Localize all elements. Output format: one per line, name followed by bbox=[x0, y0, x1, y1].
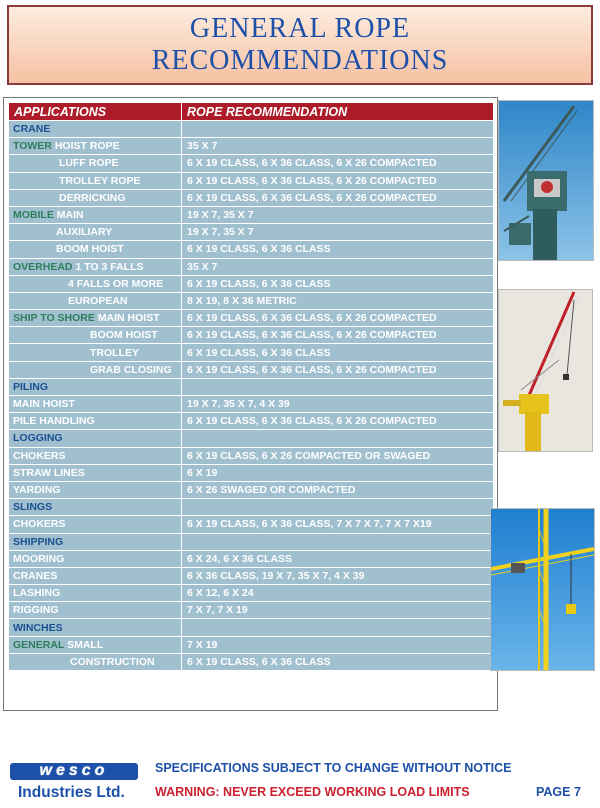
wesco-logo bbox=[10, 763, 138, 780]
application-cell bbox=[9, 344, 182, 361]
application-cell bbox=[9, 447, 182, 464]
application-label: RIGGING bbox=[13, 604, 59, 617]
title-banner bbox=[7, 5, 593, 85]
content-frame bbox=[3, 97, 498, 711]
application-cell bbox=[9, 327, 182, 344]
table-row bbox=[9, 413, 494, 430]
application-label: LUFF ROPE bbox=[59, 157, 119, 170]
application-label: TROLLEY bbox=[90, 346, 139, 359]
recommendation-cell: 6 X 24, 6 X 36 CLASS bbox=[182, 550, 494, 567]
application-label: MAIN HOIST bbox=[13, 398, 75, 411]
application-cell bbox=[9, 275, 182, 292]
table-row bbox=[9, 155, 494, 172]
recommendation-cell: 6 X 19 CLASS, 6 X 26 COMPACTED OR SWAGED bbox=[182, 447, 494, 464]
recommendation-cell: 6 X 26 SWAGED OR COMPACTED bbox=[182, 481, 494, 498]
application-cell bbox=[9, 533, 182, 550]
application-cell bbox=[9, 413, 182, 430]
recommendation-cell: 6 X 19 CLASS, 6 X 36 CLASS, 6 X 26 COMPACTED bbox=[182, 310, 494, 327]
application-label: EUROPEAN bbox=[68, 294, 128, 307]
table-row bbox=[9, 378, 494, 395]
application-cell bbox=[9, 138, 182, 155]
group-label: TOWER bbox=[13, 140, 52, 153]
table-row bbox=[9, 275, 494, 292]
table-row bbox=[9, 636, 494, 653]
application-label: PILE HANDLING bbox=[13, 415, 95, 428]
application-cell bbox=[9, 464, 182, 481]
application-cell bbox=[9, 550, 182, 567]
application-cell bbox=[9, 516, 182, 533]
recommendation-cell bbox=[182, 619, 494, 636]
page-number: PAGE 7 bbox=[536, 785, 581, 799]
table-row bbox=[9, 447, 494, 464]
group-label: MOBILE bbox=[13, 209, 54, 222]
application-cell bbox=[9, 241, 182, 258]
application-label: DERRICKING bbox=[59, 191, 126, 204]
table-row bbox=[9, 241, 494, 258]
application-cell bbox=[9, 636, 182, 653]
company-name: Industries Ltd. bbox=[18, 784, 125, 801]
application-cell bbox=[9, 396, 182, 413]
table-row bbox=[9, 292, 494, 309]
crane-photo-tower bbox=[498, 100, 594, 261]
application-cell bbox=[9, 378, 182, 395]
page-title-line2: RECOMMENDATIONS bbox=[151, 45, 449, 76]
application-cell bbox=[9, 653, 182, 670]
application-cell bbox=[9, 206, 182, 223]
category-label: CRANE bbox=[13, 123, 51, 136]
table-row bbox=[9, 619, 494, 636]
application-cell bbox=[9, 619, 182, 636]
application-cell bbox=[9, 585, 182, 602]
rope-table bbox=[8, 102, 494, 671]
recommendation-cell: 7 X 19 bbox=[182, 636, 494, 653]
page-title-line1: GENERAL ROPE bbox=[189, 13, 411, 44]
application-label: BOOM HOIST bbox=[56, 243, 124, 256]
recommendation-cell: 6 X 19 CLASS, 6 X 36 CLASS, 7 X 7 X 7, 7 X 7 X19 bbox=[182, 516, 494, 533]
recommendation-cell: 6 X 19 CLASS, 6 X 36 CLASS bbox=[182, 344, 494, 361]
recommendation-cell: 6 X 36 CLASS, 19 X 7, 35 X 7, 4 X 39 bbox=[182, 567, 494, 584]
table-header-row bbox=[9, 103, 494, 121]
application-label: MAIN bbox=[56, 209, 84, 222]
recommendation-cell: 6 X 12, 6 X 24 bbox=[182, 585, 494, 602]
recommendation-cell: 35 X 7 bbox=[182, 258, 494, 275]
table-row bbox=[9, 189, 494, 206]
recommendation-cell bbox=[182, 499, 494, 516]
category-label: LOGGING bbox=[13, 432, 63, 445]
application-cell bbox=[9, 172, 182, 189]
table-row bbox=[9, 327, 494, 344]
application-label: CHOKERS bbox=[13, 449, 66, 462]
application-cell bbox=[9, 567, 182, 584]
application-label: STRAW LINES bbox=[13, 466, 85, 479]
recommendation-cell: 35 X 7 bbox=[182, 138, 494, 155]
application-cell bbox=[9, 430, 182, 447]
column-header-applications: APPLICATIONS bbox=[9, 103, 182, 121]
logo-text: wesco bbox=[39, 762, 109, 779]
load-warning: WARNING: NEVER EXCEED WORKING LOAD LIMITS bbox=[155, 785, 470, 799]
table-row bbox=[9, 567, 494, 584]
application-label: CONSTRUCTION bbox=[70, 655, 155, 668]
crane-photo-yellow bbox=[490, 508, 595, 671]
application-label: SMALL bbox=[67, 638, 104, 651]
application-label: LASHING bbox=[13, 587, 61, 600]
recommendation-cell bbox=[182, 121, 494, 138]
table-row bbox=[9, 499, 494, 516]
application-label: 4 FALLS OR MORE bbox=[68, 277, 164, 290]
application-label: GRAB CLOSING bbox=[90, 363, 172, 376]
table-row bbox=[9, 550, 494, 567]
table-row bbox=[9, 516, 494, 533]
recommendation-cell bbox=[182, 533, 494, 550]
group-label: GENERAL bbox=[13, 638, 65, 651]
table-row bbox=[9, 121, 494, 138]
table-row bbox=[9, 310, 494, 327]
recommendation-cell: 19 X 7, 35 X 7 bbox=[182, 206, 494, 223]
recommendation-cell: 6 X 19 CLASS, 6 X 36 CLASS, 6 X 26 COMPACTED bbox=[182, 327, 494, 344]
application-cell bbox=[9, 224, 182, 241]
table-row bbox=[9, 172, 494, 189]
application-label: HOIST ROPE bbox=[54, 140, 120, 153]
application-label: BOOM HOIST bbox=[90, 329, 158, 342]
category-label: PILING bbox=[13, 380, 49, 393]
recommendation-cell: 8 X 19, 8 X 36 METRIC bbox=[182, 292, 494, 309]
recommendation-cell: 6 X 19 CLASS, 6 X 36 CLASS bbox=[182, 241, 494, 258]
table-row bbox=[9, 464, 494, 481]
application-label: YARDING bbox=[13, 484, 61, 497]
table-row bbox=[9, 206, 494, 223]
recommendation-cell: 6 X 19 CLASS, 6 X 36 CLASS bbox=[182, 653, 494, 670]
table-row bbox=[9, 361, 494, 378]
application-label: MAIN HOIST bbox=[97, 312, 160, 325]
recommendation-cell: 19 X 7, 35 X 7, 4 X 39 bbox=[182, 396, 494, 413]
application-cell bbox=[9, 121, 182, 138]
table-body bbox=[9, 121, 494, 671]
table-row bbox=[9, 481, 494, 498]
application-cell bbox=[9, 292, 182, 309]
recommendation-cell: 6 X 19 CLASS, 6 X 36 CLASS, 6 X 26 COMPACTED bbox=[182, 189, 494, 206]
application-label: 1 TO 3 FALLS bbox=[75, 260, 144, 273]
recommendation-cell: 6 X 19 CLASS, 6 X 36 CLASS bbox=[182, 275, 494, 292]
recommendation-cell: 6 X 19 bbox=[182, 464, 494, 481]
application-label: CRANES bbox=[13, 569, 58, 582]
table-row bbox=[9, 396, 494, 413]
recommendation-cell: 6 X 19 CLASS, 6 X 36 CLASS, 6 X 26 COMPACTED bbox=[182, 155, 494, 172]
group-label: SHIP TO SHORE bbox=[13, 312, 95, 325]
recommendation-cell: 7 X 7, 7 X 19 bbox=[182, 602, 494, 619]
table-row bbox=[9, 653, 494, 670]
application-cell bbox=[9, 258, 182, 275]
category-label: SHIPPING bbox=[13, 535, 64, 548]
application-label: AUXILIARY bbox=[56, 226, 113, 239]
table-row bbox=[9, 258, 494, 275]
table-row bbox=[9, 585, 494, 602]
recommendation-cell: 6 X 19 CLASS, 6 X 36 CLASS, 6 X 26 COMPACTED bbox=[182, 172, 494, 189]
application-cell bbox=[9, 189, 182, 206]
recommendation-cell: 6 X 19 CLASS, 6 X 36 CLASS, 6 X 26 COMPACTED bbox=[182, 413, 494, 430]
recommendation-cell bbox=[182, 430, 494, 447]
recommendation-cell: 19 X 7, 35 X 7 bbox=[182, 224, 494, 241]
application-label: CHOKERS bbox=[13, 518, 66, 531]
application-cell bbox=[9, 499, 182, 516]
category-label: SLINGS bbox=[13, 501, 53, 514]
table-row bbox=[9, 344, 494, 361]
group-label: OVERHEAD bbox=[13, 260, 73, 273]
application-cell bbox=[9, 602, 182, 619]
application-cell bbox=[9, 361, 182, 378]
table-row bbox=[9, 533, 494, 550]
application-cell bbox=[9, 481, 182, 498]
application-cell bbox=[9, 155, 182, 172]
table-row bbox=[9, 138, 494, 155]
column-header-rope-recommendation: ROPE RECOMMENDATION bbox=[182, 103, 494, 121]
spec-notice: SPECIFICATIONS SUBJECT TO CHANGE WITHOUT NOTICE bbox=[155, 761, 512, 775]
recommendation-cell: 6 X 19 CLASS, 6 X 36 CLASS, 6 X 26 COMPACTED bbox=[182, 361, 494, 378]
recommendation-cell bbox=[182, 378, 494, 395]
table-row bbox=[9, 224, 494, 241]
table-row bbox=[9, 430, 494, 447]
crane-photo-luffing bbox=[498, 289, 593, 452]
category-label: WINCHES bbox=[13, 621, 63, 634]
application-label: TROLLEY ROPE bbox=[59, 174, 141, 187]
application-label: MOORING bbox=[13, 552, 65, 565]
table-row bbox=[9, 602, 494, 619]
application-cell bbox=[9, 310, 182, 327]
